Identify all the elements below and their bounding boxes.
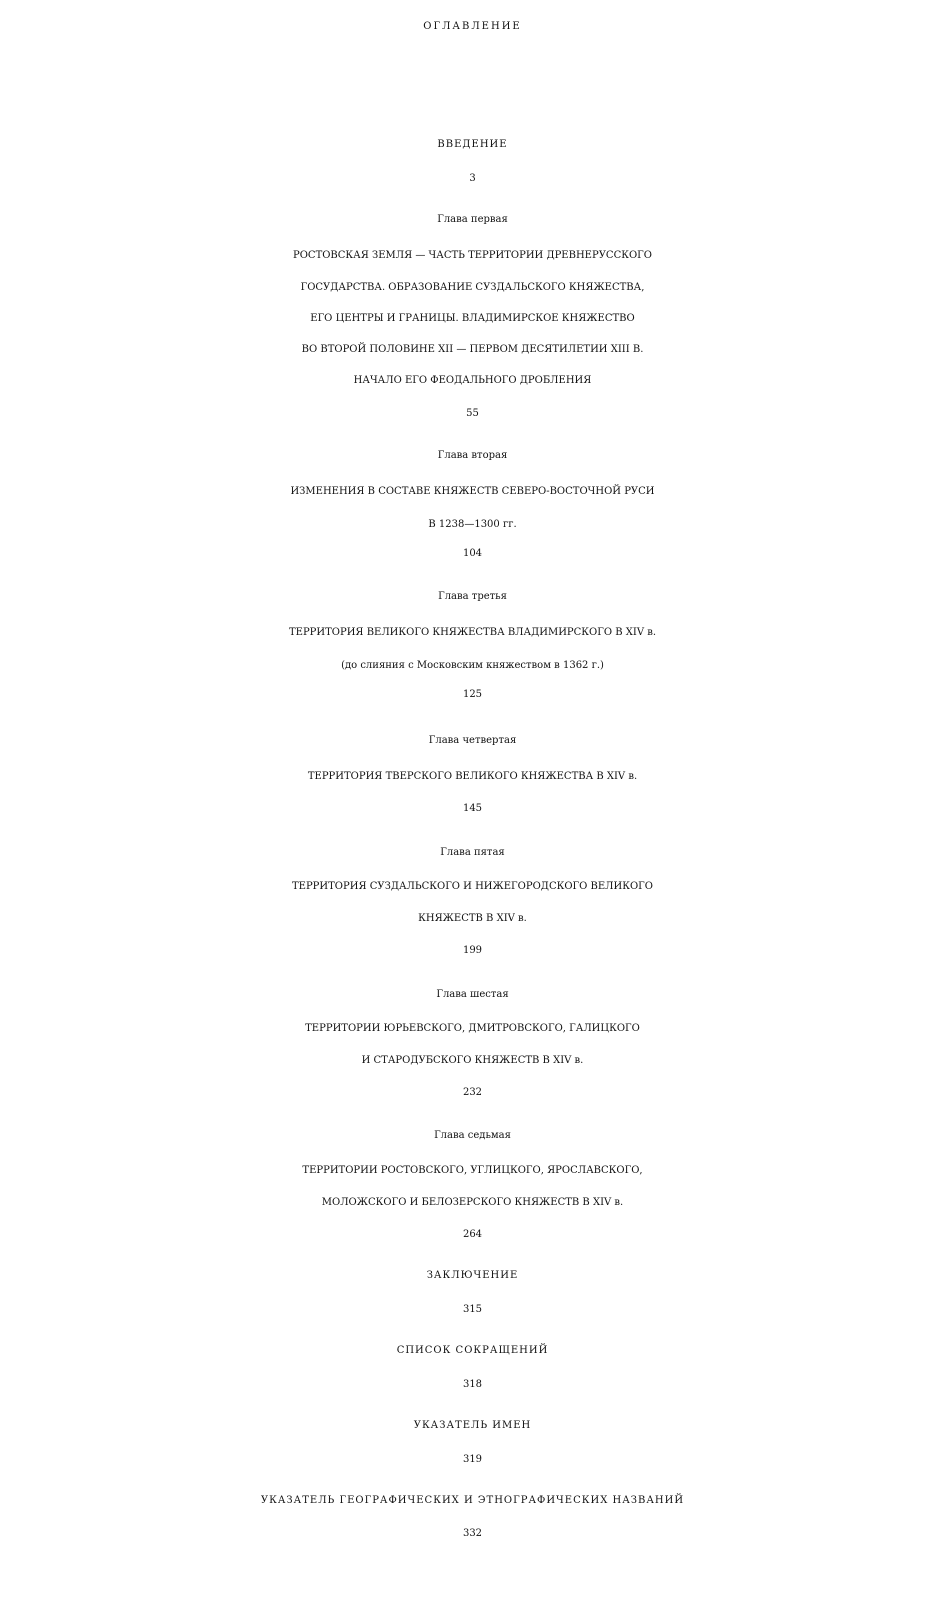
chapter-title-line: ИЗМЕНЕНИЯ В СОСТАВЕ КНЯЖЕСТВ СЕВЕРО-ВОСТОЧНОЙ РУСИ <box>290 486 655 497</box>
chapter-title-line: ЕГО ЦЕНТРЫ И ГРАНИЦЫ. ВЛАДИМИРСКОЕ КНЯЖЕСТВО <box>310 313 635 324</box>
toc-entry-geographic-index: УКАЗАТЕЛЬ ГЕОГРАФИЧЕСКИХ И ЭТНОГРАФИЧЕСКИХ НАЗВАНИЙ <box>260 1495 685 1506</box>
chapter-label: Глава третья <box>438 591 507 602</box>
chapter-label: Глава шестая <box>436 989 509 1000</box>
chapter-title-line: РОСТОВСКАЯ ЗЕМЛЯ — ЧАСТЬ ТЕРРИТОРИИ ДРЕВНЕРУССКОГО <box>292 250 652 261</box>
chapter-title-line: ТЕРРИТОРИЯ СУЗДАЛЬСКОГО И НИЖЕГОРОДСКОГО ВЕЛИКОГО <box>291 881 653 892</box>
chapter-title-line: В 1238—1300 гг. <box>428 519 517 530</box>
toc-page-number: 55 <box>466 408 479 419</box>
chapter-title-line: ВО ВТОРОЙ ПОЛОВИНЕ XII — ПЕРВОМ ДЕСЯТИЛЕТИИ XIII В. <box>301 344 644 355</box>
toc-page-number: 104 <box>462 548 483 559</box>
chapter-label: Глава первая <box>437 214 508 225</box>
chapter-title-line: ТЕРРИТОРИИ ЮРЬЕВСКОГО, ДМИТРОВСКОГО, ГАЛИЦКОГО <box>305 1023 640 1034</box>
chapter-title-line: ТЕРРИТОРИЯ ТВЕРСКОГО ВЕЛИКОГО КНЯЖЕСТВА В XIV в. <box>307 771 638 782</box>
toc-entry-abbreviations: СПИСОК СОКРАЩЕНИЙ <box>396 1345 549 1356</box>
chapter-title-line: ТЕРРИТОРИЯ ВЕЛИКОГО КНЯЖЕСТВА ВЛАДИМИРСКОГО В XIV в. <box>288 627 657 638</box>
toc-page-number: 318 <box>462 1379 483 1390</box>
chapter-label: Глава четвертая <box>428 735 517 746</box>
toc-page-number: 332 <box>462 1528 483 1539</box>
chapter-label: Глава вторая <box>437 450 508 461</box>
page-title: ОГЛАВЛЕНИЕ <box>423 21 522 32</box>
chapter-title-line: НАЧАЛО ЕГО ФЕОДАЛЬНОГО ДРОБЛЕНИЯ <box>353 375 592 386</box>
toc-page-number: 315 <box>462 1304 483 1315</box>
toc-entry-introduction: ВВЕДЕНИЕ <box>437 139 508 150</box>
toc-page-number: 199 <box>462 945 483 956</box>
toc-page-number: 125 <box>462 689 483 700</box>
chapter-title-line: ТЕРРИТОРИИ РОСТОВСКОГО, УГЛИЦКОГО, ЯРОСЛАВСКОГО, <box>302 1165 643 1176</box>
toc-page-number: 3 <box>469 173 476 184</box>
chapter-title-line: ГОСУДАРСТВА. ОБРАЗОВАНИЕ СУЗДАЛЬСКОГО КНЯЖЕСТВА, <box>300 282 645 293</box>
toc-entry-name-index: УКАЗАТЕЛЬ ИМЕН <box>413 1420 532 1431</box>
toc-page-number: 264 <box>462 1229 483 1240</box>
chapter-title-line: МОЛОЖСКОГО И БЕЛОЗЕРСКОГО КНЯЖЕСТВ В XIV в. <box>321 1197 624 1208</box>
toc-page-number: 145 <box>462 803 483 814</box>
toc-page-number: 319 <box>462 1454 483 1465</box>
toc-page-number: 232 <box>462 1087 483 1098</box>
toc-entry-conclusion: ЗАКЛЮЧЕНИЕ <box>426 1270 519 1281</box>
chapter-title-line: И СТАРОДУБСКОГО КНЯЖЕСТВ В XIV в. <box>361 1055 584 1066</box>
chapter-title-line: (до слияния с Московским княжеством в 1362 г.) <box>341 660 604 671</box>
chapter-label: Глава седьмая <box>434 1130 511 1141</box>
chapter-label: Глава пятая <box>440 847 505 858</box>
chapter-title-line: КНЯЖЕСТВ В XIV в. <box>418 913 527 924</box>
